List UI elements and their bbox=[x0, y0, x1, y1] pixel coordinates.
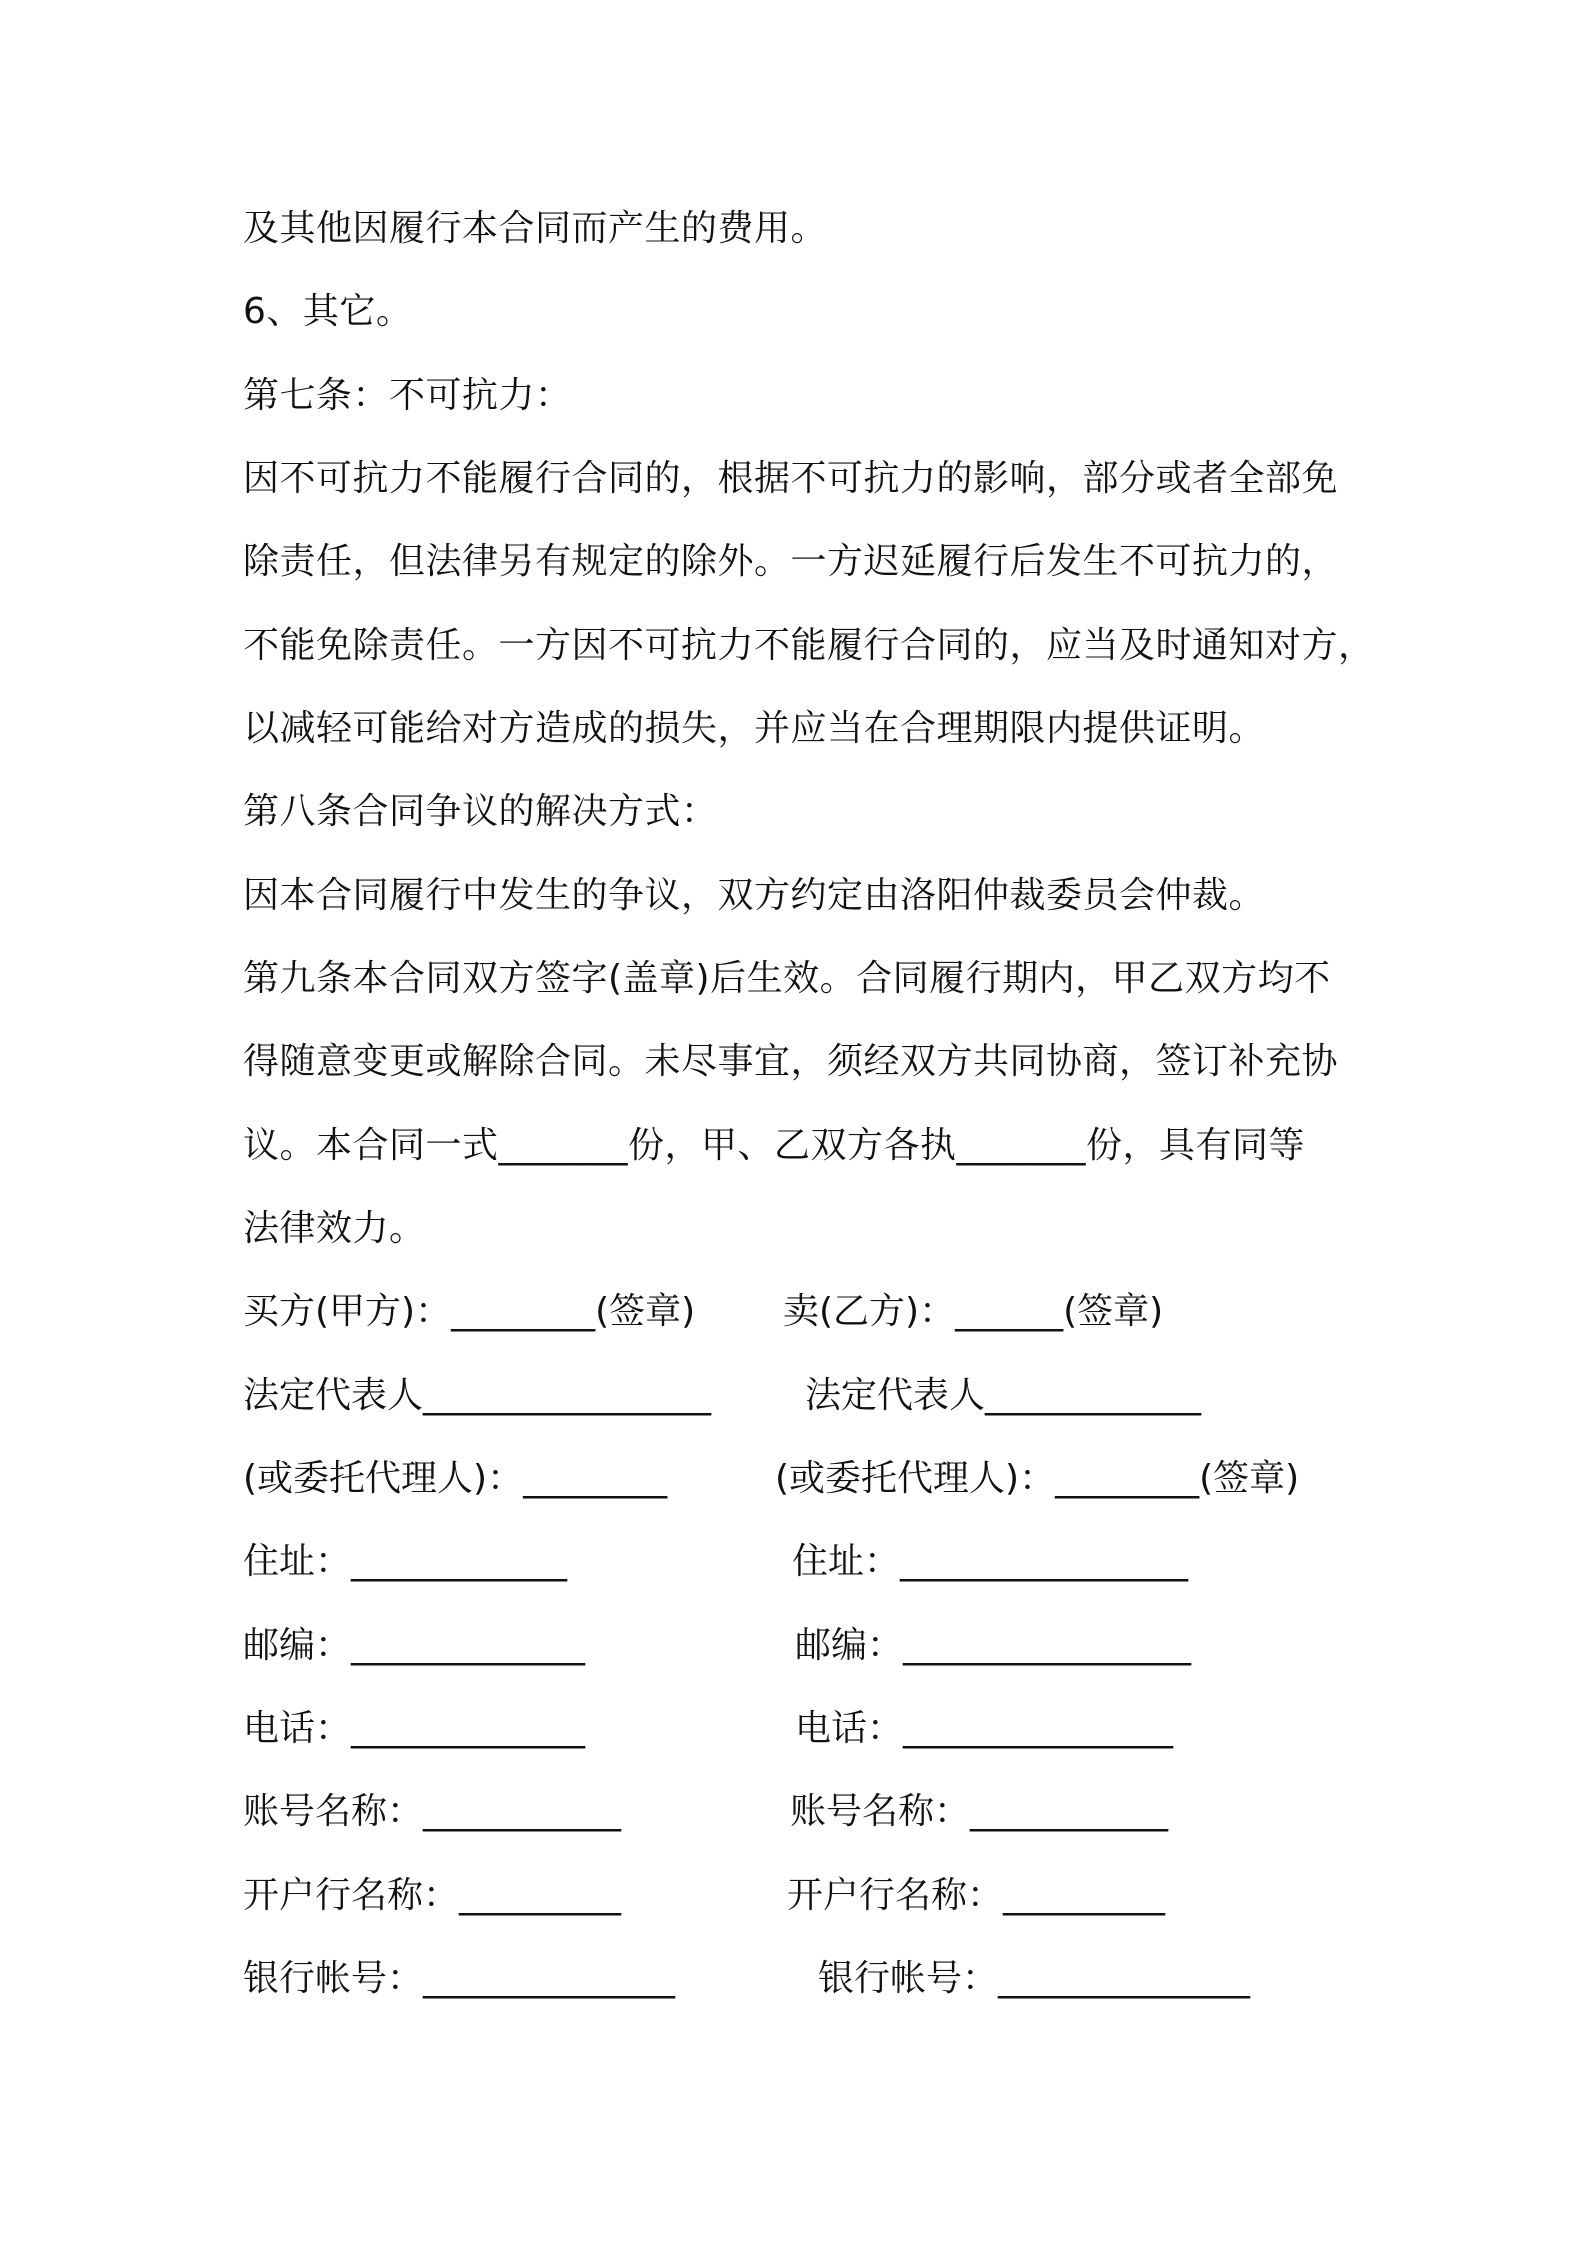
seller-account-name: 账号名称：___________ bbox=[790, 1791, 1169, 1832]
article-9-line-3: 议。本合同一式_______份，甲、乙双方各执_______份，具有同等 bbox=[243, 1125, 1306, 1166]
seller-legal-rep: 法定代表人____________ bbox=[805, 1375, 1202, 1416]
buyer-address: 住址：____________ bbox=[243, 1541, 568, 1582]
dispute-resolution: 因本合同履行中发生的争议，双方约定由洛阳仲裁委员会仲裁。 bbox=[243, 875, 1266, 916]
seller-zip: 邮编：________________ bbox=[795, 1625, 1192, 1666]
buyer-legal-rep: 法定代表人________________ bbox=[243, 1375, 712, 1416]
force-majeure-line-4: 以减轻可能给对方造成的损失，并应当在合理期限内提供证明。 bbox=[243, 708, 1266, 749]
article-8-heading: 第八条合同争议的解决方式： bbox=[243, 791, 718, 832]
seller-bank-account: 银行帐号：______________ bbox=[818, 1958, 1251, 1999]
seller-address: 住址：________________ bbox=[792, 1541, 1189, 1582]
buyer-zip: 邮编：_____________ bbox=[243, 1625, 586, 1666]
force-majeure-line-2: 除责任，但法律另有规定的除外。一方迟延履行后发生不可抗力的， bbox=[243, 541, 1339, 582]
seller-bank-name: 开户行名称：_________ bbox=[787, 1875, 1166, 1916]
seller-phone: 电话：_______________ bbox=[795, 1708, 1174, 1749]
buyer-bank-account: 银行帐号：______________ bbox=[243, 1958, 676, 1999]
article-7-heading: 第七条：不可抗力： bbox=[243, 375, 572, 416]
seller-agent: (或委托代理人)：________(签章) bbox=[775, 1458, 1300, 1499]
article-9-line-1: 第九条本合同双方签字(盖章)后生效。合同履行期内，甲乙双方均不 bbox=[243, 958, 1331, 999]
article-9-line-2: 得随意变更或解除合同。未尽事宜，须经双方共同协商，签订补充协 bbox=[243, 1041, 1339, 1082]
article-9-line-4: 法律效力。 bbox=[243, 1208, 426, 1249]
seller-signature: 卖(乙方)：______(签章) bbox=[783, 1291, 1164, 1332]
buyer-bank-name: 开户行名称：_________ bbox=[243, 1875, 622, 1916]
force-majeure-line-3: 不能免除责任。一方因不可抗力不能履行合同的，应当及时通知对方， bbox=[243, 625, 1375, 666]
paragraph-fees: 及其他因履行本合同而产生的费用。 bbox=[243, 208, 828, 249]
buyer-account-name: 账号名称：___________ bbox=[243, 1791, 622, 1832]
clause-other: 6、其它。 bbox=[243, 291, 413, 332]
force-majeure-line-1: 因不可抗力不能履行合同的，根据不可抗力的影响，部分或者全部免 bbox=[243, 458, 1339, 499]
buyer-signature: 买方(甲方)：________(签章) bbox=[243, 1291, 696, 1332]
buyer-agent: (或委托代理人)：________ bbox=[243, 1458, 668, 1499]
buyer-phone: 电话：_____________ bbox=[243, 1708, 586, 1749]
